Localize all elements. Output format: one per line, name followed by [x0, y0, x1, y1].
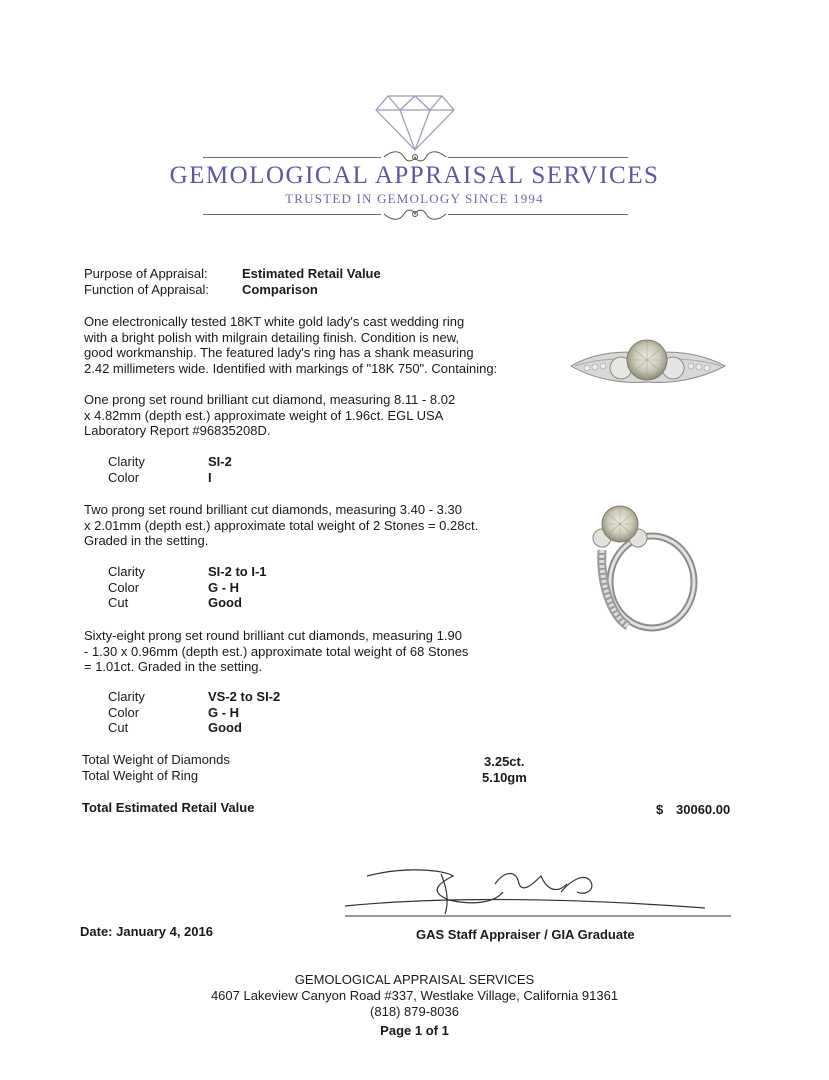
stone-line: Laboratory Report #96835208D. [84, 423, 271, 438]
logo [374, 92, 456, 152]
spec-value: Good [208, 720, 242, 735]
footer-address: 4607 Lakeview Canyon Road #337, Westlake Village, California 91361 [210, 988, 619, 1003]
function-label: Function of Appraisal: [84, 282, 210, 297]
total-retail-value: 30060.00 [676, 802, 731, 817]
appraisal-date: Date: January 4, 2016 [80, 924, 213, 939]
total-diamonds-label: Total Weight of Diamonds [82, 752, 230, 767]
ring-description [84, 314, 497, 376]
function-value: Comparison [242, 282, 318, 297]
company-name: GEMOLOGICAL APPRAISAL SERVICES [169, 162, 660, 189]
stone-1-specs [108, 454, 232, 485]
description-line: 2.42 millimeters wide. Identified with markings of "18K 750". Containing: [84, 360, 498, 376]
diamond-icon [374, 92, 456, 152]
header-bottom-rule [203, 214, 381, 215]
spec-value: SI-2 [208, 454, 232, 469]
stone-line: x 2.01mm (depth est.) approximate total weight of 2 Stones = 0.28ct. [84, 517, 479, 533]
spec-label: Clarity [108, 454, 145, 469]
stone-line: Sixty-eight prong set round brilliant cut diamonds, measuring 1.90 [84, 628, 462, 643]
ring-image-angle [580, 490, 705, 635]
appraisal-info [84, 266, 381, 298]
header-top-rule [203, 157, 381, 158]
page-number: Page 1 of 1 [380, 1023, 449, 1038]
description-line: good workmanship. The featured lady's ring has a shank measuring [84, 345, 474, 360]
purpose-value: Estimated Retail Value [242, 266, 381, 281]
total-ring-value: 5.10gm [482, 770, 527, 785]
spec-label: Cut [108, 720, 129, 735]
total-diamonds-value: 3.25ct. [484, 754, 525, 769]
spec-value: Good [208, 595, 242, 610]
spec-value: G - H [208, 579, 240, 595]
total-ring-label: Total Weight of Ring [82, 768, 199, 783]
spec-label: Clarity [108, 564, 145, 579]
stone-line: = 1.01ct. Graded in the setting. [84, 659, 263, 674]
description-line: with a bright polish with milgrain detailing finish. Condition is new, [84, 329, 460, 345]
stone-line: Two prong set round brilliant cut diamonds, measuring 3.40 - 3.30 [84, 502, 462, 517]
stone-line: One prong set round brilliant cut diamond, measuring 8.11 - 8.02 [84, 392, 456, 407]
total-retail-label: Total Estimated Retail Value [82, 800, 255, 815]
stone-3-specs [108, 689, 280, 736]
purpose-label: Purpose of Appraisal: [84, 266, 208, 281]
stone-line: - 1.30 x 0.96mm (depth est.) approximate total weight of 68 Stones [84, 643, 469, 659]
total-retail-currency: $ [656, 802, 664, 817]
footer [0, 972, 829, 1039]
stone-3-description [84, 628, 468, 675]
description-line: One electronically tested 18KT white gold lady's cast wedding ring [84, 314, 465, 329]
header-top-rule-right [448, 157, 628, 158]
stone-line: x 4.82mm (depth est.) approximate weight of 1.96ct. EGL USA [84, 407, 444, 423]
spec-label: Clarity [108, 689, 145, 704]
spec-value: VS-2 to SI-2 [208, 689, 281, 704]
flourish-bottom-icon [382, 205, 448, 223]
footer-company: GEMOLOGICAL APPRAISAL SERVICES [294, 972, 535, 987]
spec-value: G - H [208, 704, 240, 720]
company-tagline: TRUSTED IN GEMOLOGY SINCE 1994 [285, 191, 544, 206]
ring-image-side [565, 330, 730, 400]
stone-1-description [84, 392, 455, 439]
spec-label: Cut [108, 595, 129, 610]
stone-2-description [84, 502, 478, 549]
header-bottom-rule-right [448, 214, 628, 215]
spec-label: Color [108, 704, 140, 720]
footer-phone: (818) 879-8036 [370, 1004, 459, 1019]
signature-image [345, 862, 735, 922]
spec-label: Color [108, 579, 140, 595]
spec-value: SI-2 to I-1 [208, 564, 267, 579]
spec-label: Color [108, 469, 140, 485]
stone-2-specs [108, 564, 267, 611]
spec-value: I [208, 469, 212, 485]
appraiser-title: GAS Staff Appraiser / GIA Graduate [416, 927, 635, 942]
stone-line: Graded in the setting. [84, 533, 209, 548]
